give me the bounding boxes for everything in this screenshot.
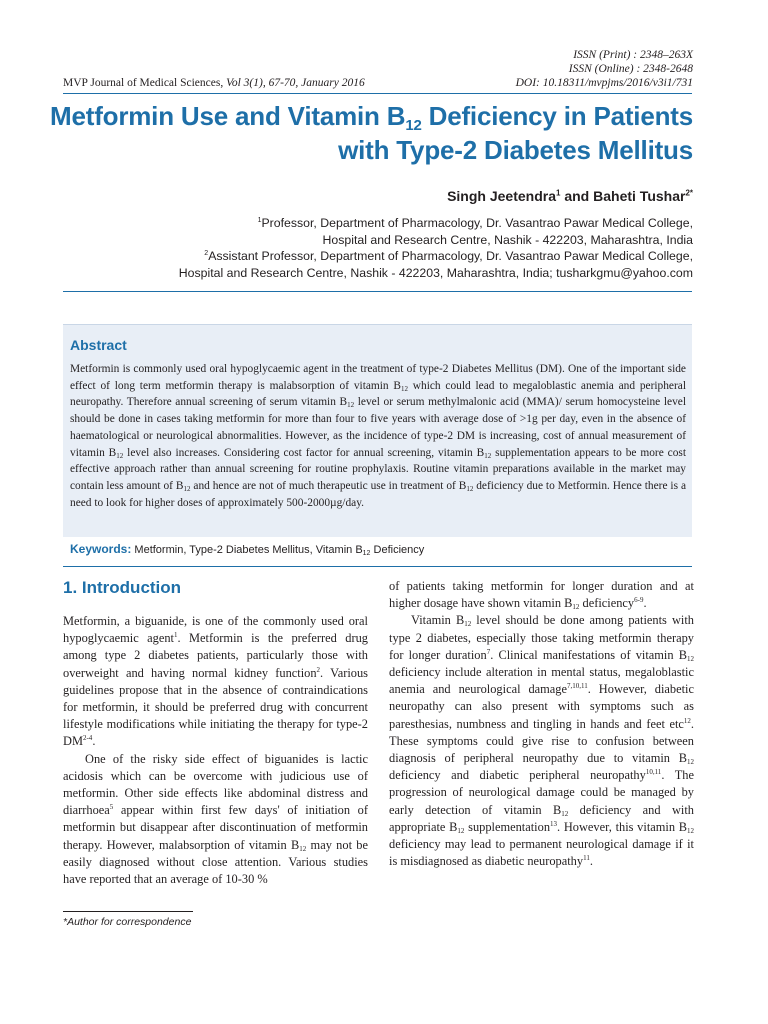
- keywords-rule: [63, 566, 692, 567]
- author-list: Singh Jeetendra$^1$ and Baheti Tushar$^{2*}$: [447, 188, 693, 204]
- journal-citation: [63, 77, 365, 89]
- paragraph: One of the risky side effect of biguanides is lactic acidosis which can be overcome with judicious use of metformin. Other side effects like abdominal distress and diarrhoea$^5$ appear within first few days' of initiation of metformin but disappear after discontinuation of metformin therapy. However, malabsorption of vitamin $B_{12}$ may not be easily diagnosed without close attention. Various studies have reported that an average of 10-30 %: [63, 751, 369, 887]
- keywords: Keywords: Metformin, Type-2 Diabetes Mellitus, Vitamin $B_{12}$ Deficiency: [70, 542, 425, 557]
- issn-print: ISSN (Print) : 2348–263X: [573, 49, 693, 61]
- author-1: Singh Jeetendra: [447, 188, 556, 204]
- author-2: Baheti Tushar: [593, 188, 686, 204]
- paragraph: Vitamin $B_{12}$ level should be done among patients with type 2 diabetes, especially those taking metformin therapy for longer duration$^7$. Clinical manifestations of vitamin $B_{12}$ deficiency include alteration in mental status, megaloblastic anemia and neurological damage$^{7,10,11}$. However, diabetic neuropathy can also present with symptoms such as paresthesias, numbness and tingling in hands and feet etc$^{12}$. These symptoms could give rise to confusion between diagnosis of peripheral neuropathy due to vitamin $B_{12}$ deficiency and diabetic peripheral neuropathy$^{10,11}$. The progression of neurological damage could be managed by early detection of vitamin $B_{12}$ deficiency and with appropriate $B_{12}$ supplementation$^{13}$. However, this vitamin $B_{12}$ deficiency may lead to permanent neurological damage if it is misdiagnosed as diabetic neuropathy$^{11}$.: [389, 613, 695, 869]
- section-heading-introduction: 1. Introduction: [63, 578, 182, 597]
- abstract-heading: Abstract: [70, 337, 127, 353]
- keywords-label: Keywords:: [70, 542, 132, 556]
- footnote-correspondence: *Author for correspondence: [63, 916, 192, 928]
- body-column-left: [63, 613, 368, 888]
- journal-title: MVP Journal of Medical Sciences,: [63, 77, 224, 89]
- abstract-text: Metformin is commonly used oral hypoglycaemic agent in the treatment of type-2 Diabetes Mellitus (DM). One of the important side effect of long term metformin therapy is malabsorption of vitamin $B_{12}$ which could lead to megaloblastic anemia and peripheral neuropathy. Therefore annual screening of serum vitamin $B_{12}$ level or serum methylmalonic acid (MMA)/ serum homocysteine level should be done in cases taking metformin for more than four to five years with average dose of >1g per day, even in the absence of haematological or neurological abnormalities. However, as the incidence of type-2 DM is increasing, cost of annual measurement of vitamin $B_{12}$ level also increases. Considering cost factor for annual screening, vitamin $B_{12}$ supplementation appears to be more cost effective approach rather than annual screening for routine prophylaxis. Routine vitamin preparations available in the market may contain less amount of $B_{12}$ and hence are not of much therapeutic use in treatment of $B_{12}$ deficiency due to Metformin. Hence there is a need to look for higher doses of approximately 500-2000µg/day.: [70, 363, 687, 509]
- paragraph: of patients taking metformin for longer duration and at higher dosage have shown vitamin $B_{12}$ deficiency$^{6-9}$.: [389, 579, 694, 612]
- body-column-right: [389, 578, 694, 870]
- affiliation-1: $^1$Professor, Department of Pharmacology, Dr. Vasantrao Pawar Medical College, Hospital and Research Centre, Nashik - 422203, Maharashtra, India: [257, 216, 693, 247]
- journal-volume: Vol 3(1), 67-70, January 2016: [226, 77, 365, 89]
- paper-title: [50, 99, 693, 167]
- authors-rule: [63, 291, 692, 292]
- title-line-2: with Type-2 Diabetes Mellitus: [338, 135, 693, 165]
- header-rule: [63, 93, 692, 94]
- title-line-1: Metformin Use and Vitamin $B_{12}$ Deficiency in Patients: [50, 101, 693, 134]
- issn-online: ISSN (Online) : 2348-2648: [568, 63, 693, 75]
- doi[interactable]: DOI: 10.18311/mvpjms/2016/v3i1/731: [515, 77, 693, 89]
- paragraph: Metformin, a biguanide, is one of the commonly used oral hypoglycaemic agent$^1$. Metformin is the preferred drug among type 2 diabetes patients, particularly those with overweight and having normal kidney function$^2$. Various guidelines propose that in the absence of contraindications for metformin, it should be preferred drug with concurrent lifestyle modifications while initiating the therapy for type-2 DM$^{2-4}$.: [63, 614, 369, 749]
- footnote-rule: [63, 911, 193, 912]
- affiliation-2: $^2$Assistant Professor, Department of Pharmacology, Dr. Vasantrao Pawar Medical College, Hospital and Research Centre, Nashik - 422203, Maharashtra, India; tusharkgmu@yahoo.com: [178, 249, 693, 280]
